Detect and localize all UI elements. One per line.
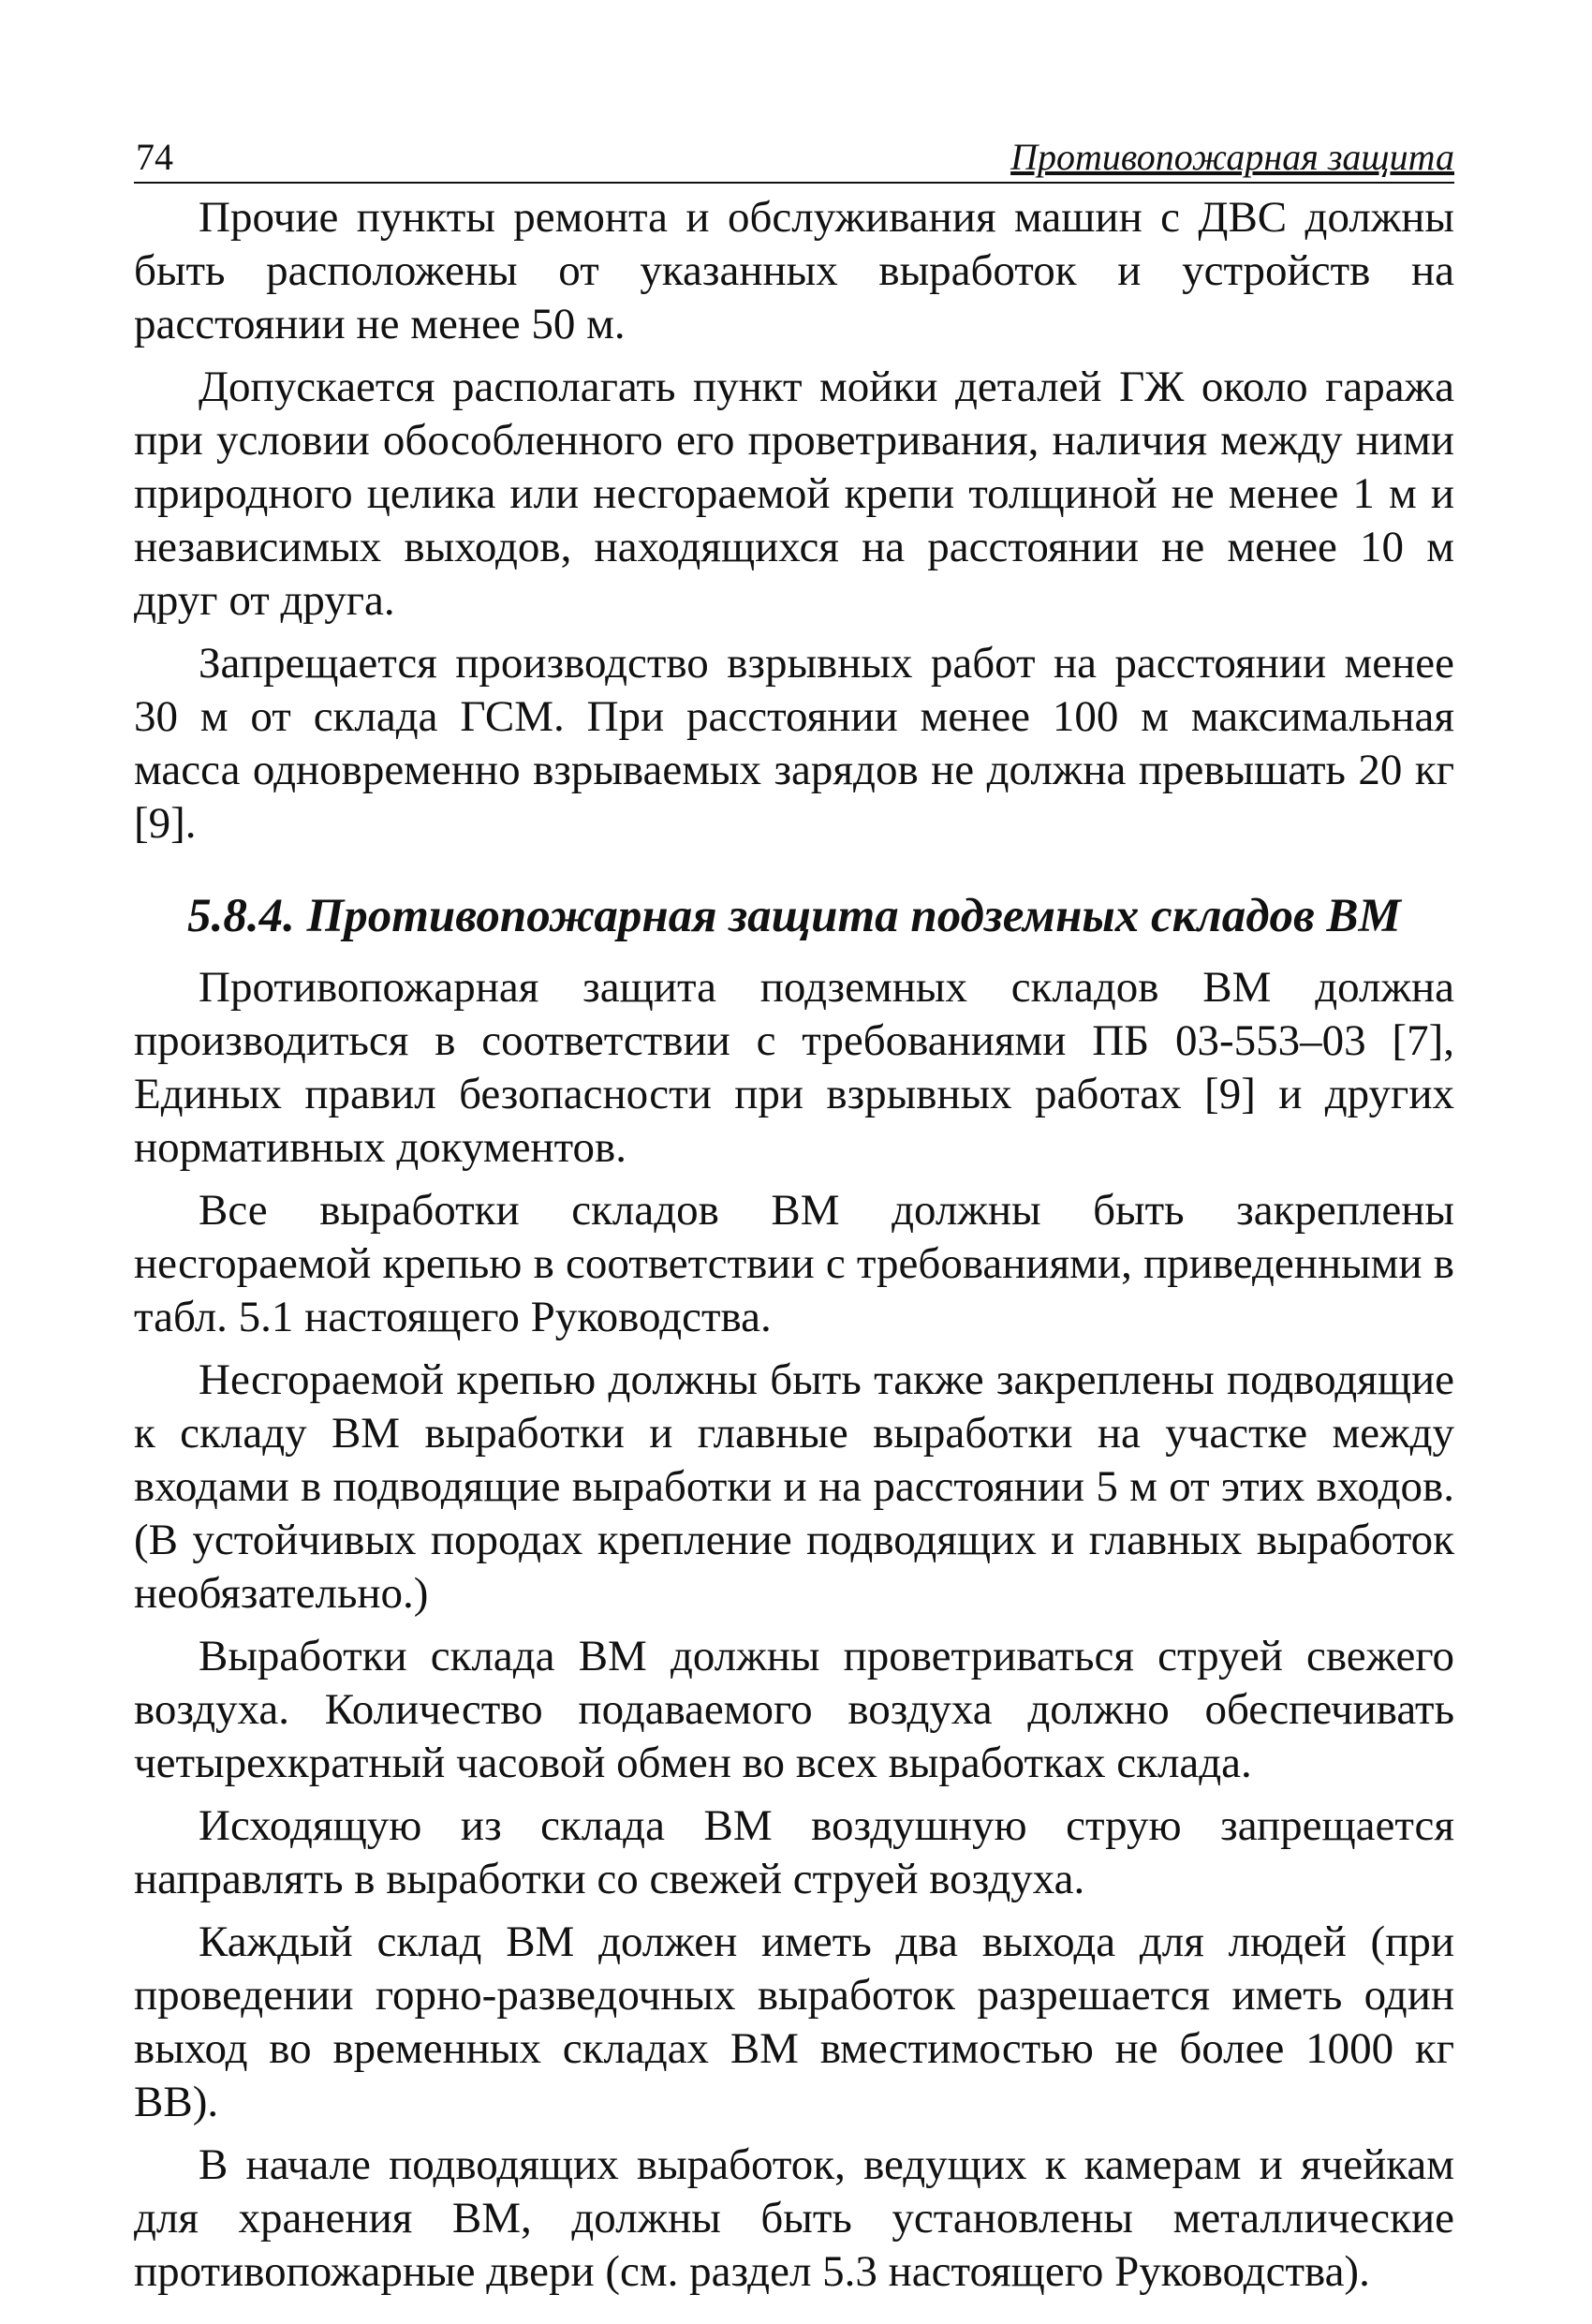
paragraph-exhaust-air: Исходящую из склада ВМ воздушную струю запрещается направлять в выработки со свежей струей воздуха. [134, 1801, 1454, 1903]
paragraph-approach-workings: Несгораемой крепью должны быть также закреплены подводящие к складу ВМ выработки и главные выработки на участке между входами в подводящие выработки и на расстоянии 5 м от этих входов. (В устойчивых породах крепление подводящих и главных выработок необязательно.) [134, 1355, 1454, 1618]
paragraph-washing-point: Допускается располагать пункт мойки деталей ГЖ около гаража при условии обособленного его проветривания, наличия между ними природного целика или несгораемой крепи толщиной не менее 1 м и независимых выходов, находящихся на расстоянии не менее 10 м друг от друга. [134, 363, 1454, 625]
paragraph-ventilation: Выработки склада ВМ должны проветриваться струей свежего воздуха. Количество подаваемого воздуха должно обеспечивать четырехкратный часовой обмен во всех выработках склада. [134, 1632, 1454, 1787]
body-text [134, 191, 1454, 2299]
paragraph-repair-points: Прочие пункты ремонта и обслуживания машин с ДВС должны быть расположены от указанных выработок и устройств на расстоянии не менее 50 м. [134, 193, 1454, 348]
page-number: 74 [136, 136, 173, 178]
section-heading: 5.8.4. Противопожарная защита подземных складов ВМ [187, 890, 1401, 942]
paragraph-fire-protection-requirements: Противопожарная защита подземных складов ВМ должна производиться в соответствии с требованиями ПБ 03-553–03 [7], Единых правил безопасности при взрывных работах [9] и других нормативных документов. [134, 963, 1454, 1172]
book-page [134, 129, 1454, 2308]
running-title: Противопожарная защита [1010, 136, 1454, 178]
paragraph-exits: Каждый склад ВМ должен иметь два выхода для людей (при проведении горно-разведочных выработок разрешается иметь один выход во временных складах ВМ вместимостью не более 1000 кг ВВ). [134, 1917, 1454, 2126]
running-head [134, 129, 1454, 184]
paragraph-fireproof-support: Все выработки складов ВМ должны быть закреплены несгораемой крепью в соответствии с требованиями, приведенными в табл. 5.1 настоящего Руководства. [134, 1186, 1454, 1341]
paragraph-fire-doors: В начале подводящих выработок, ведущих к камерам и ячейкам для хранения ВМ, должны быть установлены металлические противопожарные двери (см. раздел 5.3 настоящего Руководства). [134, 2140, 1454, 2296]
paragraph-blasting-distance: Запрещается производство взрывных работ на расстоянии менее 30 м от склада ГСМ. При расстоянии менее 100 м максимальная масса одновременно взрываемых зарядов не должна превышать 20 кг [9]. [134, 639, 1454, 848]
